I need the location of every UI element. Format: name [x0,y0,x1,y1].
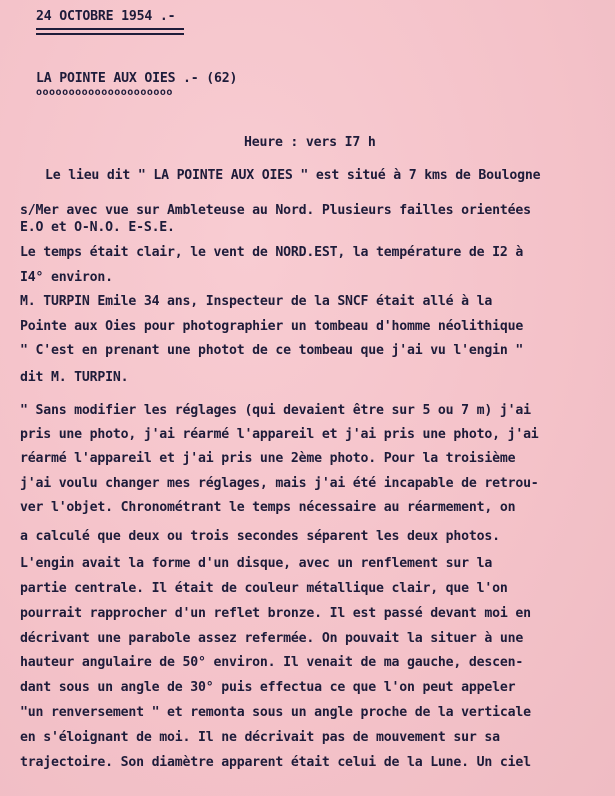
body-line: ver l'objet. Chronométrant le temps nécessaire au réarmement, on [20,500,516,515]
date-underline-2 [36,33,184,35]
body-line: dant sous un angle de 30° puis effectua ce que l'on peut appeler [20,680,516,695]
date-underline-1 [36,28,184,30]
body-line: E.O et O-N.O. E-S.E. [20,220,175,235]
report-title: LA POINTE AUX OIES .- (62) [36,71,238,86]
body-line: Le lieu dit " LA POINTE AUX OIES " est situé à 7 kms de Boulogne [45,168,541,183]
body-line: I4° environ. [20,270,113,285]
body-line: L'engin avait la forme d'un disque, avec un renflement sur la [20,556,493,571]
report-date: 24 OCTOBRE 1954 .- [36,9,176,24]
body-line: trajectoire. Son diamètre apparent était celui de la Lune. Un ciel [20,755,531,770]
body-line: partie centrale. Il était de couleur métallique clair, que l'on [20,581,508,596]
body-line: pris une photo, j'ai réarmé l'appareil et j'ai pris une photo, j'ai [20,427,539,442]
body-line: décrivant une parabole assez refermée. On pouvait la situer à une [20,631,524,646]
body-line: " C'est en prenant une photot de ce tombeau que j'ai vu l'engin " [20,343,524,358]
time-heading: Heure : vers I7 h [244,135,376,150]
body-line: dit M. TURPIN. [20,370,129,385]
body-line: s/Mer avec vue sur Ambleteuse au Nord. Plusieurs failles orientées [20,203,531,218]
body-line: Le temps était clair, le vent de NORD.EST, la température de I2 à [20,245,524,260]
body-line: hauteur angulaire de 50° environ. Il venait de ma gauche, descen- [20,655,524,670]
body-line: en s'éloignant de moi. Il ne décrivait pas de mouvement sur sa [20,730,500,745]
title-ornament: ooooooooooooooooooooo [36,87,173,98]
body-line: j'ai voulu changer mes réglages, mais j'ai été incapable de retrou- [20,476,539,491]
body-line: " Sans modifier les réglages (qui devaient être sur 5 ou 7 m) j'ai [20,403,531,418]
body-line: Pointe aux Oies pour photographier un tombeau d'homme néolithique [20,319,524,334]
body-line: a calculé que deux ou trois secondes séparent les deux photos. [20,529,500,544]
body-line: "un renversement " et remonta sous un angle proche de la verticale [20,705,531,720]
body-line: réarmé l'appareil et j'ai pris une 2ème photo. Pour la troisième [20,451,516,466]
body-line: M. TURPIN Emile 34 ans, Inspecteur de la SNCF était allé à la [20,294,493,309]
body-line: pourrait rapprocher d'un reflet bronze. Il est passé devant moi en [20,606,531,621]
